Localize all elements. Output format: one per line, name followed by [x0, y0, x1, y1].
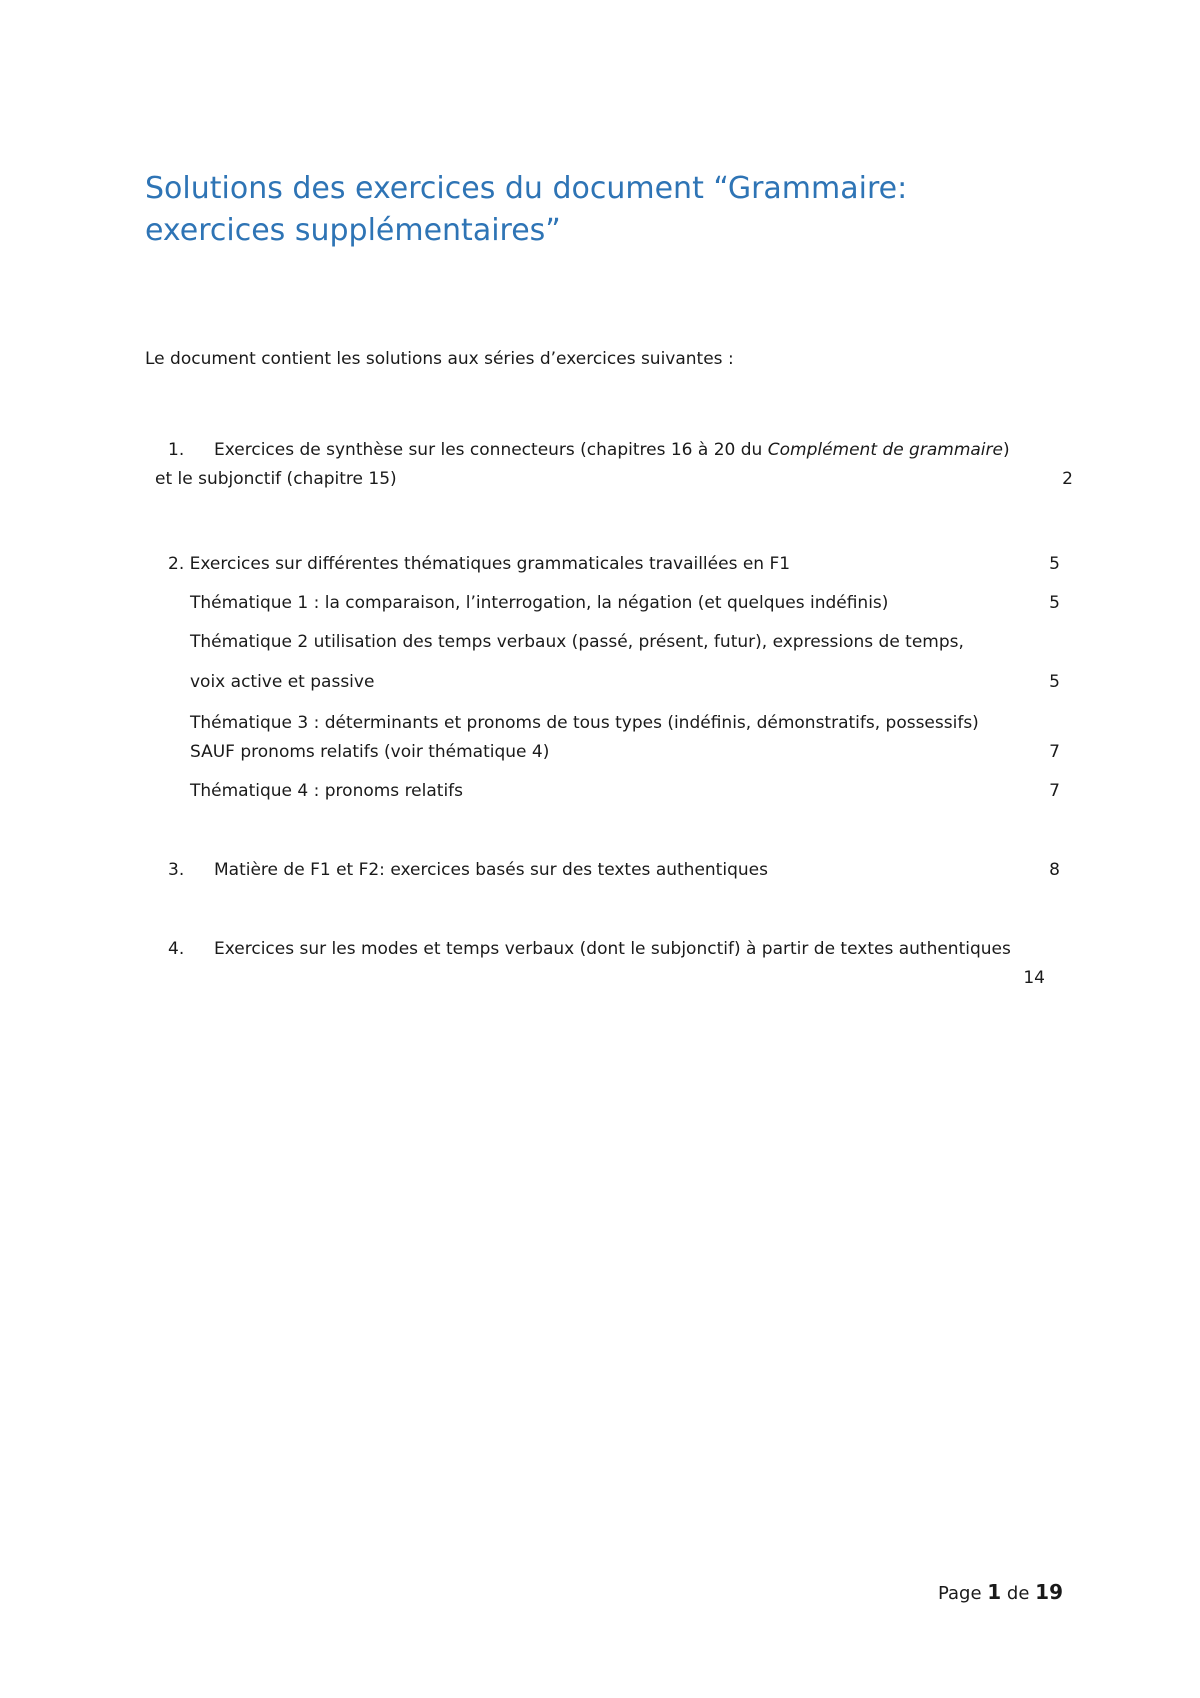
toc-subitem-thematique-3[interactable]: [168, 711, 1060, 764]
toc-item-1-page: 2: [1062, 469, 1073, 489]
toc-item-3-number: 3.: [168, 860, 185, 880]
toc-subitem-thematique-4[interactable]: [168, 779, 1060, 803]
footer-page-word: Page: [937, 1583, 982, 1604]
toc-subitem-3-text: Thématique 3 : déterminants et pronoms de tous types (indéfinis, démonstratifs, possessifs): [190, 713, 979, 733]
toc-item-1-text: Exercices de synthèse sur les connecteurs (chapitres 16 à 20 du: [214, 440, 768, 460]
footer-of-word: de: [1006, 1583, 1030, 1604]
footer-total-pages: 19: [1035, 1580, 1063, 1604]
toc-item-2[interactable]: [168, 552, 1060, 576]
page-footer: [938, 1580, 1063, 1604]
toc-subitem-1-page: 5: [1049, 593, 1060, 613]
toc-subitem-2-page: 5: [1049, 672, 1060, 692]
toc-subitem-4-page: 7: [1049, 781, 1060, 801]
toc-subitem-2-text: Thématique 2 utilisation des temps verbaux (passé, présent, futur), expressions de temps,: [190, 632, 964, 652]
toc-subitem-thematique-1[interactable]: [168, 591, 1060, 615]
toc-subitem-3-page: 7: [1049, 742, 1060, 762]
toc-item-1-italic-title: Complément de grammaire: [767, 440, 1003, 460]
toc-item-1-number: 1.: [168, 440, 185, 460]
toc-subitem-3-text-line2: SAUF pronoms relatifs (voir thématique 4): [190, 742, 550, 762]
toc-item-4-number: 4.: [168, 939, 185, 959]
toc-subitem-1-text: Thématique 1 : la comparaison, l’interrogation, la négation (et quelques indéfinis): [190, 593, 889, 613]
toc-item-4[interactable]: [168, 937, 1060, 990]
toc-item-4-text: Exercices sur les modes et temps verbaux (dont le subjonctif) à partir de textes authentiques: [214, 939, 1011, 959]
toc-subitem-thematique-2[interactable]: [168, 630, 1060, 694]
toc-item-4-page: 14: [1023, 968, 1045, 988]
toc-item-1[interactable]: 1. Exercices de synthèse sur les connecteurs (chapitres 16 à 20 du Complément de grammaire) et le subjonctif (chapitre 15) 2: [155, 440, 1073, 489]
document-title: Solutions des exercices du document “Grammaire: exercices supplémentaires”: [145, 171, 908, 248]
footer-current-page: 1: [987, 1580, 1002, 1604]
intro-text: Le document contient les solutions aux séries d’exercices suivantes :: [145, 349, 734, 369]
toc-item-3-page: 8: [1049, 860, 1060, 880]
toc-item-2-page: 5: [1049, 554, 1060, 574]
toc-item-2-text: 2. Exercices sur différentes thématiques grammaticales travaillées en F1: [168, 554, 791, 574]
toc-item-3-text: Matière de F1 et F2: exercices basés sur des textes authentiques: [214, 860, 768, 880]
toc-item-1-text-line2: et le subjonctif (chapitre 15): [155, 469, 397, 489]
toc-item-3[interactable]: [168, 858, 1060, 882]
toc-subitem-2-text-line2: voix active et passive: [190, 672, 375, 692]
toc-subitem-4-text: Thématique 4 : pronoms relatifs: [190, 781, 464, 801]
